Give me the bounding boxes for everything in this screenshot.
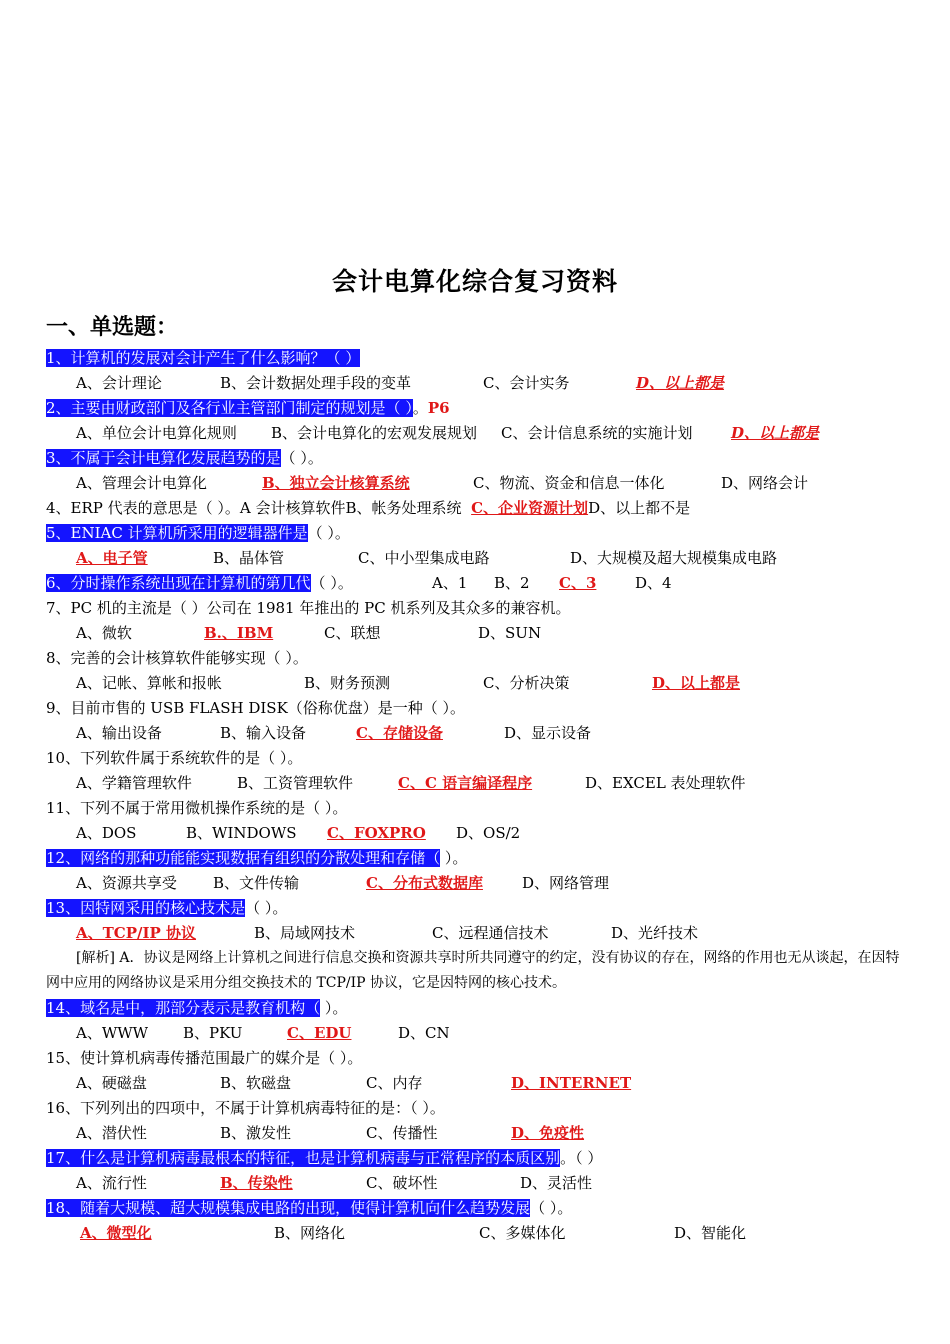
- option-d: D、以上都不是: [588, 499, 691, 517]
- question-3: [46, 446, 936, 471]
- question-16-options: [76, 1121, 950, 1146]
- answer-option-d: D、以上都是: [731, 424, 820, 442]
- question-stem: 5、ENIAC 计算机所采用的逻辑器件是: [46, 524, 308, 542]
- option-d: D、显示设备: [504, 724, 592, 742]
- analysis-paragraph: [解析] A．协议是网络上计算机之间进行信息交换和资源共享时所共同遵守的约定，没有协议的存在，网络的作用也无从谈起，在因特网中应用的网络协议是采用分组交换技术的 TCP/IP 协议，它是因特网的核心技术。: [46, 950, 900, 991]
- question-tail: ）。: [320, 999, 348, 1017]
- option-c: C、多媒体化: [479, 1224, 566, 1242]
- option-d: D、光纤技术: [611, 924, 699, 942]
- question-13-options: [76, 921, 950, 946]
- question-stem: 18、随着大规模、超大规模集成电路的出现，使得计算机向什么趋势发展: [46, 1199, 531, 1217]
- question-tail: ）。: [440, 849, 468, 867]
- option-c: C、分析决策: [483, 674, 570, 692]
- question-10: [46, 746, 936, 771]
- question-stem: 15、使计算机病毒传播范围最广的媒介是（ ）。: [46, 1049, 363, 1067]
- option-c: C、内存: [366, 1074, 423, 1092]
- question-12: [46, 846, 936, 871]
- question-stem: 17、什么是计算机病毒最根本的特征，也是计算机病毒与正常程序的本质区别: [46, 1149, 561, 1167]
- option-a: A、DOS: [76, 824, 137, 842]
- option-a: A、单位会计电算化规则: [76, 424, 237, 442]
- option-b: B、激发性: [220, 1124, 292, 1142]
- question-10-options: [76, 771, 950, 796]
- question-stem: 2、主要由财政部门及各行业主管部门制定的规划是（ ）: [46, 399, 413, 417]
- answer-option-c: C、FOXPRO: [327, 824, 426, 842]
- question-17: [46, 1146, 936, 1171]
- answer-option-a: A、TCP/IP 协议: [76, 924, 197, 942]
- option-a: A、管理会计电算化: [76, 474, 207, 492]
- question-4: [46, 496, 936, 521]
- answer-option-c: C、存储设备: [356, 724, 443, 742]
- question-9-options: [76, 721, 950, 746]
- question-tail: （ ）。: [280, 449, 323, 467]
- option-d: D、灵活性: [520, 1174, 593, 1192]
- option-c: C、中小型集成电路: [358, 549, 490, 567]
- option-c: C、传播性: [366, 1124, 438, 1142]
- question-tail: （ ）。: [530, 1199, 573, 1217]
- option-c: C、破坏性: [366, 1174, 438, 1192]
- option-b: B、会计电算化的宏观发展规划: [271, 424, 478, 442]
- document-title: 会计电算化综合复习资料: [331, 267, 618, 296]
- question-stem: 8、完善的会计核算软件能够实现（ ）。: [46, 649, 308, 667]
- option-d: D、网络管理: [522, 874, 610, 892]
- answer-option-d: D、免疫性: [511, 1124, 585, 1142]
- option-a: A、潜伏性: [76, 1124, 147, 1142]
- option-b: B、软磁盘: [220, 1074, 292, 1092]
- answer-option-c: C、分布式数据库: [366, 874, 483, 892]
- question-stem: 3、不属于会计电算化发展趋势的是: [46, 449, 281, 467]
- page-reference: P6: [427, 399, 450, 417]
- question-tail: （ ）。: [245, 899, 288, 917]
- option-d: D、SUN: [478, 624, 542, 642]
- question-7: [46, 596, 936, 621]
- question-stem: 11、下列不属于常用微机操作系统的是（ ）。: [46, 799, 348, 817]
- question-2-options: [76, 421, 950, 446]
- option-a: A、微软: [76, 624, 132, 642]
- answer-option-b: B、独立会计核算系统: [262, 474, 410, 492]
- option-a: A、1: [432, 574, 468, 592]
- option-d: D、4: [635, 574, 672, 592]
- question-11-options: [76, 821, 950, 846]
- answer-option-b: B.、IBM: [204, 624, 274, 642]
- option-c: C、会计实务: [483, 374, 570, 392]
- question-18-options: [76, 1221, 950, 1246]
- option-d: D、智能化: [674, 1224, 747, 1242]
- answer-option-b: B、传染性: [220, 1174, 293, 1192]
- question-stem: 14、域名是中，那部分表示是教育机构（: [46, 999, 321, 1017]
- option-b: B、帐务处理系统: [345, 499, 462, 517]
- option-d: D、OS/2: [456, 824, 521, 842]
- question-7-options: [76, 621, 950, 646]
- option-b: B、晶体管: [213, 549, 285, 567]
- answer-option-c: C、企业资源计划: [471, 499, 589, 517]
- question-stem: 6、分时操作系统出现在计算机的第几代: [46, 574, 311, 592]
- option-b: B、财务预测: [304, 674, 391, 692]
- answer-option-c: C、C 语言编译程序: [398, 774, 533, 792]
- section-heading: 一、单选题：: [46, 315, 179, 340]
- option-b: B、输入设备: [220, 724, 307, 742]
- option-c: C、会计信息系统的实施计划: [501, 424, 693, 442]
- question-8-options: [76, 671, 950, 696]
- option-b: B、工资管理软件: [237, 774, 354, 792]
- option-c: C、联想: [324, 624, 381, 642]
- option-c: C、物流、资金和信息一体化: [473, 474, 665, 492]
- question-tail: （ ）。: [307, 524, 350, 542]
- option-b: B、2: [494, 574, 530, 592]
- answer-option-a: A、电子管: [76, 549, 148, 567]
- option-d: D、网络会计: [721, 474, 809, 492]
- question-5: [46, 521, 936, 546]
- option-b: B、网络化: [274, 1224, 346, 1242]
- option-b: B、会计数据处理手段的变革: [220, 374, 412, 392]
- option-a: A 会计核算软件: [239, 499, 346, 517]
- question-stem: 12、网络的那种功能能实现数据有组织的分散处理和存储（: [46, 849, 441, 867]
- question-stem: 16、下列列出的四项中，不属于计算机病毒特征的是：（ ）。: [46, 1099, 445, 1117]
- option-a: A、硬磁盘: [76, 1074, 147, 1092]
- option-d: D、EXCEL 表处理软件: [585, 774, 746, 792]
- question-12-options: [76, 871, 950, 896]
- answer-option-d: D、以上都是: [636, 374, 725, 392]
- option-b: B、PKU: [183, 1024, 243, 1042]
- question-17-options: [76, 1171, 950, 1196]
- question-9: [46, 696, 936, 721]
- question-5-options: [76, 546, 950, 571]
- option-a: A、流行性: [76, 1174, 147, 1192]
- option-d: D、CN: [398, 1024, 450, 1042]
- question-13: [46, 896, 936, 921]
- option-a: A、会计理论: [76, 374, 162, 392]
- question-2: [46, 396, 936, 421]
- question-15: [46, 1046, 936, 1071]
- answer-option-c: C、EDU: [287, 1024, 352, 1042]
- option-c: C、远程通信技术: [432, 924, 549, 942]
- answer-option-d: D、INTERNET: [511, 1074, 632, 1092]
- question-stem: 1、计算机的发展对会计产生了什么影响？（ ）: [46, 349, 361, 367]
- answer-option-d: D、以上都是: [652, 674, 741, 692]
- option-b: B、文件传输: [213, 874, 300, 892]
- question-stem: 9、目前市售的 USB FLASH DISK（俗称优盘）是一种（ ）。: [46, 699, 466, 717]
- option-a: A、学籍管理软件: [76, 774, 192, 792]
- option-a: A、资源共享受: [76, 874, 177, 892]
- question-1: [46, 346, 936, 371]
- question-3-options: [76, 471, 950, 496]
- question-stem: 13、因特网采用的核心技术是: [46, 899, 246, 917]
- option-d: D、大规模及超大规模集成电路: [570, 549, 778, 567]
- question-tail: 。（ ）: [560, 1149, 603, 1167]
- answer-option-c: C、3: [559, 574, 597, 592]
- question-tail: 。: [412, 399, 428, 417]
- question-15-options: [76, 1071, 950, 1096]
- answer-option-a: A、微型化: [80, 1224, 152, 1242]
- option-a: A、WWW: [76, 1024, 149, 1042]
- question-stem: 7、PC 机的主流是（ ）公司在 1981 年推出的 PC 机系列及其众多的兼容机。: [46, 599, 571, 617]
- question-1-options: [76, 371, 950, 396]
- question-11: [46, 796, 936, 821]
- question-stem: 10、下列软件属于系统软件的是（ ）。: [46, 749, 303, 767]
- option-b: B、局域网技术: [254, 924, 356, 942]
- option-a: A、记帐、算帐和报帐: [76, 674, 222, 692]
- question-8: [46, 646, 936, 671]
- question-18: [46, 1196, 936, 1221]
- question-stem: 4、ERP 代表的意思是（ ）。: [46, 499, 240, 517]
- question-tail: （ ）。: [310, 574, 353, 592]
- question-16: [46, 1096, 936, 1121]
- option-b: B、WINDOWS: [186, 824, 297, 842]
- question-14-options: [76, 1021, 950, 1046]
- question-6: [46, 571, 936, 596]
- option-a: A、输出设备: [76, 724, 162, 742]
- question-14: [46, 996, 936, 1021]
